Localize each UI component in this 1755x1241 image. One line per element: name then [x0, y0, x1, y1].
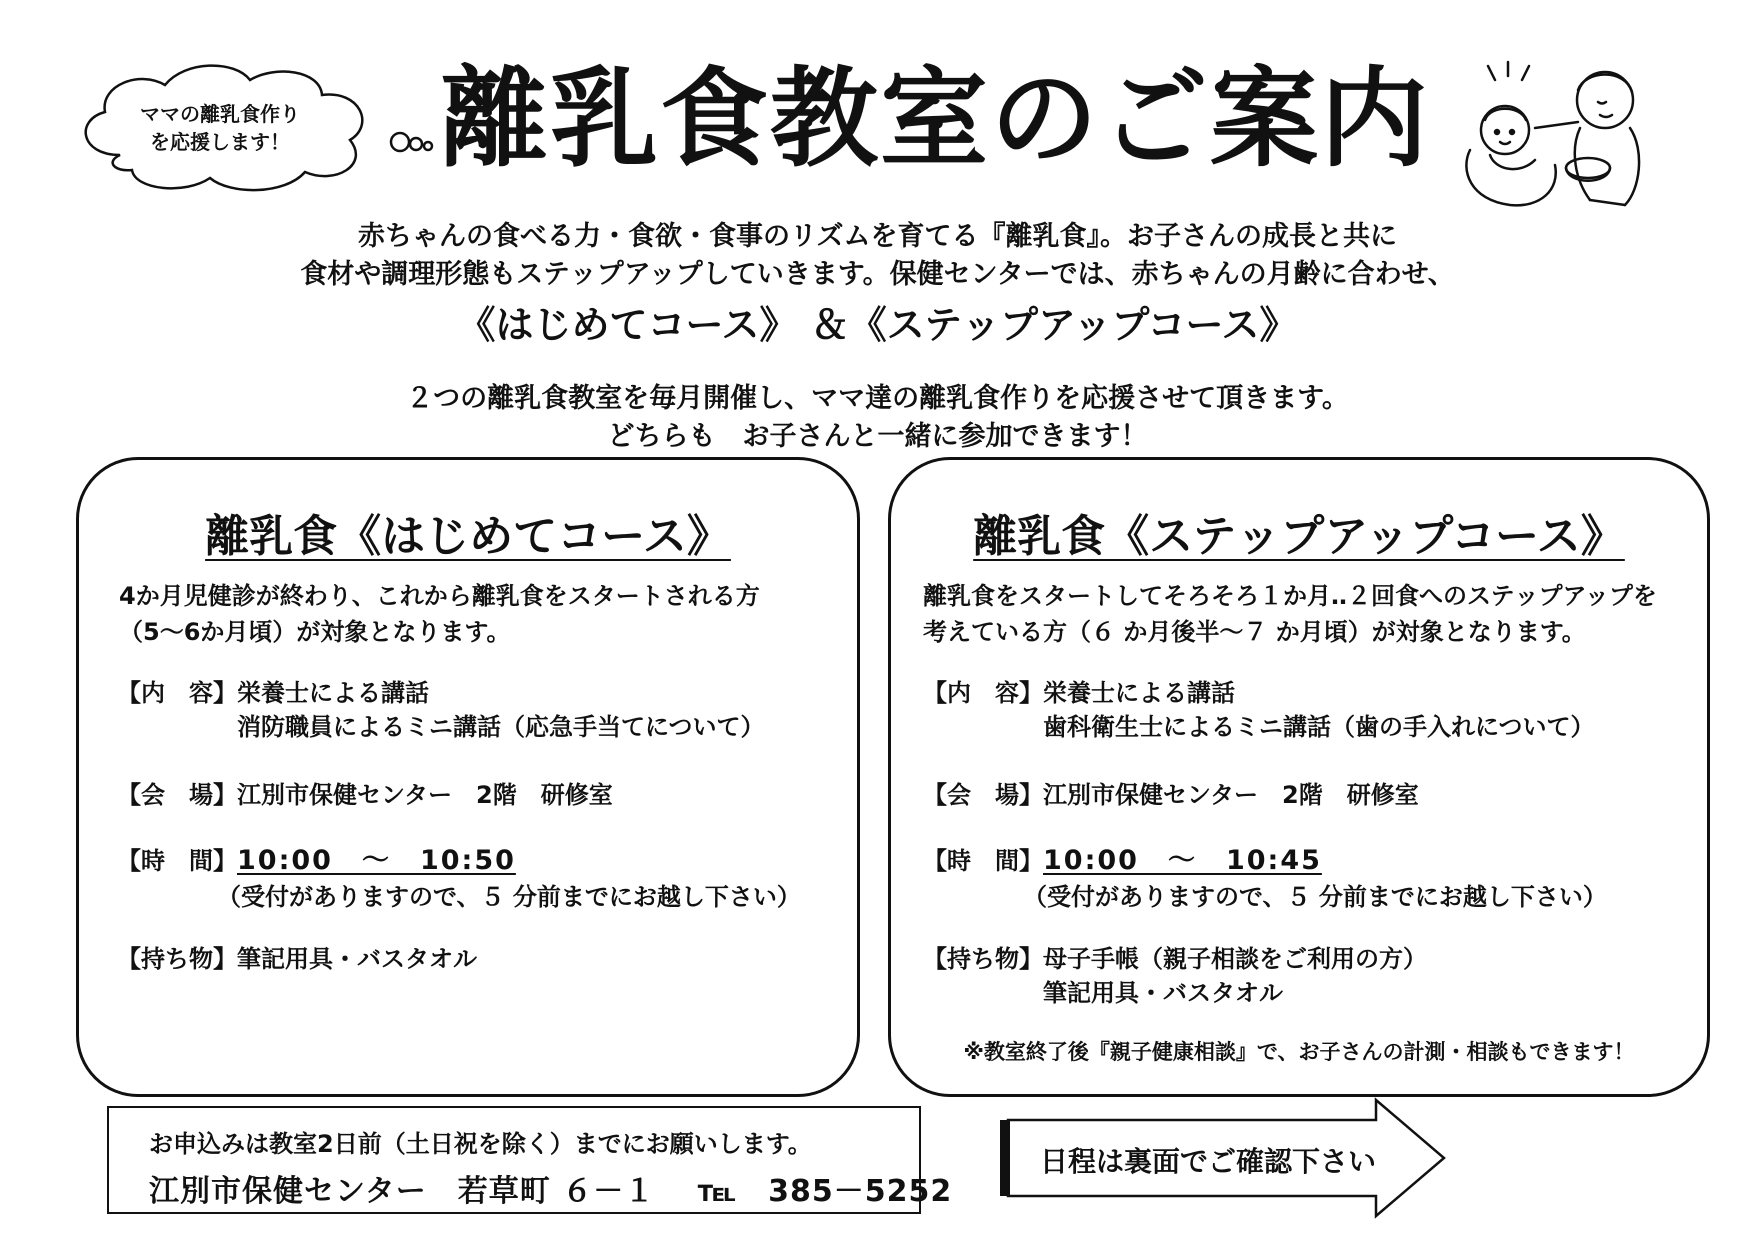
- content-line1: 栄養士による講話: [237, 679, 429, 707]
- stepup-time-note: （受付がありますので、５ 分前までにお越し下さい）: [1023, 883, 1607, 911]
- intro-line3: ２つの離乳食教室を毎月開催し、ママ達の離乳食作りを応援させて頂きます。: [406, 383, 1349, 414]
- stepup-venue-row: [923, 778, 1419, 812]
- beginner-venue-row: [117, 778, 613, 812]
- venue-value: 江別市保健センター 2階 研修室: [237, 781, 613, 809]
- beginner-time-note: （受付がありますので、５ 分前までにお越し下さい）: [217, 883, 801, 911]
- time-label: 【時 間】: [923, 847, 1043, 875]
- cloud-text: [100, 100, 340, 156]
- beginner-desc-line2: （5～6か月頃）が対象となります。: [119, 618, 511, 646]
- beginner-course-panel: [76, 457, 860, 1097]
- stepup-items-row: [923, 942, 1427, 1010]
- items-label: 【持ち物】: [117, 945, 237, 973]
- beginner-course-title-text: 離乳食《はじめてコース》: [205, 511, 731, 562]
- time-range: 10:00 ～ 10:50: [237, 845, 516, 876]
- beginner-course-title: [79, 500, 857, 564]
- content-label: 【内 容】: [117, 679, 237, 707]
- items-value: [1043, 942, 1427, 1010]
- content-value: [237, 676, 765, 744]
- venue-label: 【会 場】: [923, 781, 1043, 809]
- courses-heading: 《はじめてコース》 ＆《ステップアップコース》: [457, 303, 1298, 347]
- application-notice: お申込みは教室2日前（土日祝を除く）までにお願いします。: [149, 1130, 812, 1158]
- intro-paragraph: [0, 218, 1755, 294]
- content-value: [1043, 676, 1595, 744]
- stepup-desc-line2: 考えている方（６ か月後半～７ か月頃）が対象となります。: [923, 618, 1586, 646]
- intro-line1: 赤ちゃんの食べる力・食欲・食事のリズムを育てる『離乳食』。お子さんの成長と共に: [358, 221, 1397, 252]
- content-label: 【内 容】: [923, 679, 1043, 707]
- cloud-text-line1: ママの離乳食作り: [140, 102, 300, 126]
- stepup-course-panel: [888, 457, 1710, 1097]
- beginner-course-description: [119, 578, 760, 650]
- schedule-notice: 日程は裏面でご確認下さい: [1040, 1145, 1377, 1178]
- stepup-course-title: [891, 500, 1707, 564]
- time-range: 10:00 ～ 10:45: [1043, 845, 1322, 876]
- beginner-content-row: [117, 676, 765, 744]
- items-label: 【持ち物】: [923, 945, 1043, 973]
- intro-line2: 食材や調理形態もステップアップしていきます。保健センターでは、赤ちゃんの月齢に合わせ、: [300, 259, 1455, 290]
- page-title: 離乳食教室のご案内: [440, 57, 1431, 182]
- mother-feeding-baby-icon: [1450, 60, 1650, 220]
- contact-address-phone: 江別市保健センター 若草町 ６－１ ℡ 385－5252: [149, 1174, 953, 1209]
- stepup-course-description: [923, 578, 1657, 650]
- stepup-time-row: [923, 844, 1322, 878]
- cloud-text-line2: を応援します！: [150, 130, 290, 154]
- time-value: [237, 844, 516, 878]
- content-line2: 消防職員によるミニ講話（応急手当てについて）: [237, 713, 765, 741]
- items-line1: 母子手帳（親子相談をご利用の方）: [1043, 945, 1427, 973]
- venue-label: 【会 場】: [117, 781, 237, 809]
- content-line2: 歯科衛生士によるミニ講話（歯の手入れについて）: [1043, 713, 1595, 741]
- items-value: 筆記用具・バスタオル: [237, 945, 477, 973]
- stepup-content-row: [923, 676, 1595, 744]
- intro-line4: どちらも お子さんと一緒に参加できます！: [607, 421, 1148, 452]
- beginner-time-row: [117, 844, 516, 878]
- intro-paragraph-2: [0, 380, 1755, 456]
- time-value: [1043, 844, 1322, 878]
- beginner-items-row: [117, 942, 477, 976]
- contact-box: [107, 1106, 953, 1214]
- content-line1: 栄養士による講話: [1043, 679, 1235, 707]
- stepup-course-title-text: 離乳食《ステップアップコース》: [973, 511, 1625, 562]
- time-label: 【時 間】: [117, 847, 237, 875]
- items-line2: 筆記用具・バスタオル: [1043, 979, 1283, 1007]
- stepup-desc-line1: 離乳食をスタートしてそろそろ１か月‥２回食へのステップアップを: [923, 582, 1657, 610]
- venue-value: 江別市保健センター 2階 研修室: [1043, 781, 1419, 809]
- consultation-note: ※教室終了後『親子健康相談』で、お子さんの計測・相談もできます！: [963, 1040, 1635, 1064]
- beginner-desc-line1: 4か月児健診が終わり、これから離乳食をスタートされる方: [119, 582, 760, 610]
